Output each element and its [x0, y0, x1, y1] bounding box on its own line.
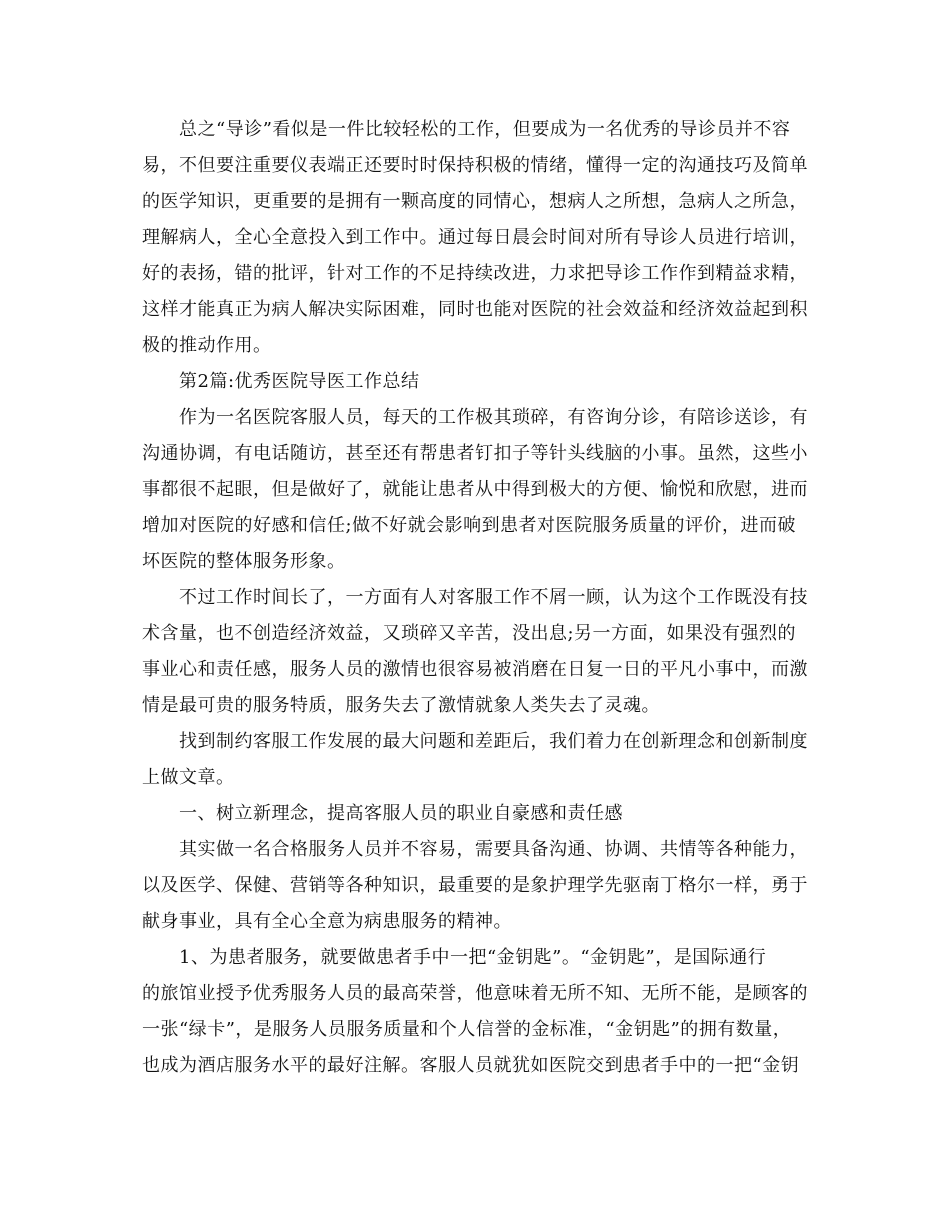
text-line: 术含量，也不创造经济效益，又琐碎又辛苦，没出息;另一方面，如果没有强烈的	[142, 623, 797, 644]
text-line: 上做文章。	[142, 767, 235, 788]
text-line: 也成为酒店服务水平的最好注解。客服人员就犹如医院交到患者手中的一把“金钥	[142, 1055, 800, 1076]
text-line: 坏医院的整体服务形象。	[142, 551, 346, 572]
text-line: 的医学知识，更重要的是拥有一颗高度的同情心，想病人之所想，急病人之所急，	[142, 191, 808, 212]
text-line: 理解病人，全心全意投入到工作中。通过每日晨会时间对所有导诊人员进行培训，	[142, 227, 808, 248]
text-line: 情是最可贵的服务特质，服务失去了激情就象人类失去了灵魂。	[142, 695, 660, 716]
subsection-heading: 一、树立新理念，提高客服人员的职业自豪感和责任感	[179, 803, 623, 824]
text-line: 的旅馆业授予优秀服务人员的最高荣誉，他意味着无所不知、无所不能，是顾客的	[142, 983, 808, 1004]
text-line: 献身事业，具有全心全意为病患服务的精神。	[142, 911, 512, 932]
text-line: 事都很不起眼，但是做好了，就能让患者从中得到极大的方便、愉悦和欣慰，进而	[142, 479, 808, 500]
text-line: 极的推动作用。	[142, 335, 272, 356]
text-line: 易，不但要注重要仪表端正还要时时保持积极的情绪，懂得一定的沟通技巧及简单	[142, 155, 808, 176]
text-line: 增加对医院的好感和信任;做不好就会影响到患者对医院服务质量的评价，进而破	[142, 515, 797, 536]
text-line: 以及医学、保健、营销等各种知识，最重要的是象护理学先驱南丁格尔一样，勇于	[142, 875, 808, 896]
section-heading: 第2篇:优秀医院导医工作总结	[179, 371, 420, 392]
text-line: 找到制约客服工作发展的最大问题和差距后，我们着力在创新理念和创新制度	[179, 731, 808, 752]
text-line: 一张“绿卡”，是服务人员服务质量和个人信誉的金标准，“金钥匙”的拥有数量，	[142, 1019, 792, 1040]
text-line: 作为一名医院客服人员，每天的工作极其琐碎，有咨询分诊，有陪诊送诊，有	[179, 407, 808, 428]
text-line: 沟通协调，有电话随访，甚至还有帮患者钉扣子等针头线脑的小事。虽然，这些小	[142, 443, 808, 464]
text-line: 总之“导诊”看似是一件比较轻松的工作，但要成为一名优秀的导诊员并不容	[179, 119, 791, 140]
text-line: 这样才能真正为病人解决实际困难，同时也能对医院的社会效益和经济效益起到积	[142, 299, 808, 320]
text-line: 事业心和责任感，服务人员的激情也很容易被消磨在日复一日的平凡小事中，而激	[142, 659, 808, 680]
text-line: 1、为患者服务，就要做患者手中一把“金钥匙”。“金钥匙”，是国际通行	[179, 947, 767, 968]
text-line: 好的表扬，错的批评，针对工作的不足持续改进，力求把导诊工作作到精益求精，	[142, 263, 808, 284]
text-line: 其实做一名合格服务人员并不容易，需要具备沟通、协调、共情等各种能力，	[179, 839, 808, 860]
text-line: 不过工作时间长了，一方面有人对客服工作不屑一顾，认为这个工作既没有技	[179, 587, 808, 608]
